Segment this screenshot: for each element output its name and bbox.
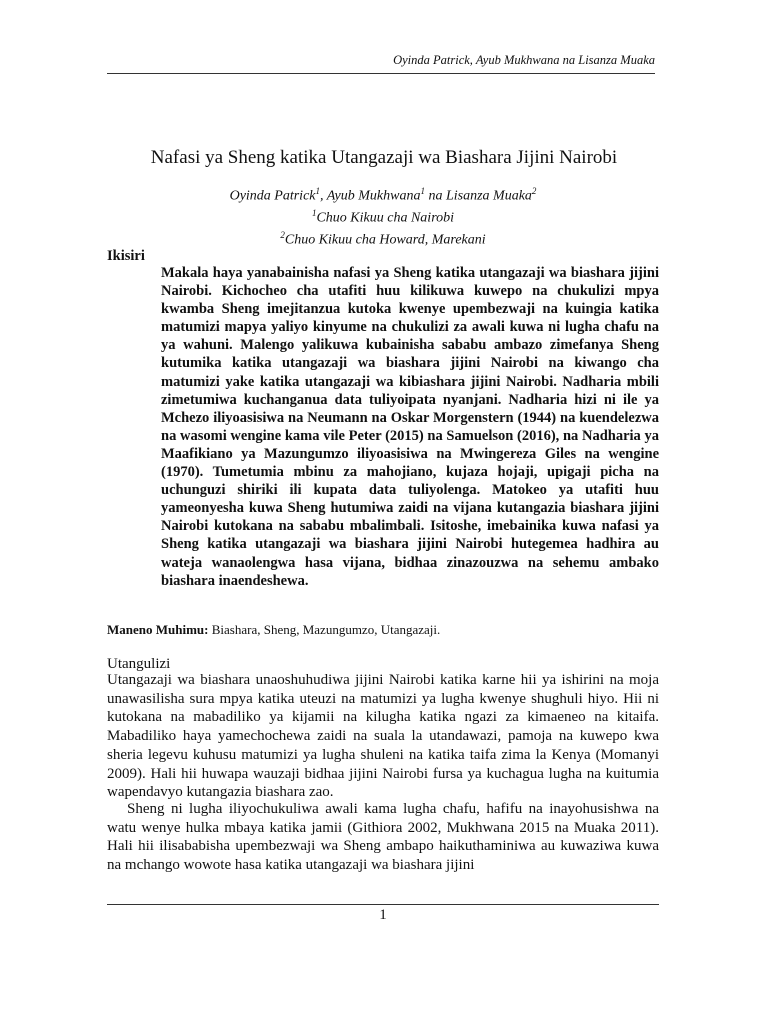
- abstract-heading: Ikisiri: [107, 248, 145, 264]
- affiliation-mark: 2: [280, 230, 285, 241]
- author-affiliation-mark: 1: [420, 186, 425, 196]
- author-affiliation-mark: 2: [531, 186, 537, 196]
- section-heading: Utangulizi: [107, 656, 171, 672]
- keywords: [107, 621, 659, 639]
- author-name: Lisanza Muaka: [445, 188, 532, 204]
- body-paragraph: Utangazaji wa biashara unaoshuhudiwa jijini Nairobi katika karne hii ya ishirini na moja unawasilisha sura mpya katika uteuzi na matumizi ya lugha kwenye shughuli hiyo. Hii ni kutokana na mabadiliko ya kijamii na kilugha katika ngazi za kimaeneo na kitaifa. Mabadiliko haya yamechochewa zaidi na suala la utandawazi, pamoja na kuwepo kwa sheria legevu kuhusu matumizi ya lugha shuleni na katika taifa zima la Kenya (Momanyi 2009). Hali hii huwapa wauzaji bidhaa jijini Nairobi fursa ya kuchagua lugha na kuitumia wapendavyo kutangazia biashara zao.: [107, 672, 659, 801]
- body-paragraph: Sheng ni lugha iliyochukuliwa awali kama lugha chafu, hafifu na inayohusishwa na watu wenye hulka mbaya katika jamii (Githiora 2002, Mukhwana 2015 na Muaka 2011). Hali hii ilisababisha upembezwaji wa Sheng ambapo haikuthaminiwa au kuwaziwa kuwa na mchango wowote hasa katika utangazaji wa biashara jijini: [107, 801, 659, 874]
- page-number: 1: [379, 907, 387, 923]
- running-header-authors: Oyinda Patrick, Ayub Mukhwana na Lisanza Muaka: [393, 53, 655, 67]
- affiliation: [107, 227, 659, 249]
- author-affiliation-mark: 1: [315, 186, 320, 196]
- footer-rule: [107, 904, 659, 905]
- author-name: Ayub Mukhwana: [326, 188, 421, 204]
- running-header: [107, 50, 655, 74]
- keywords-label: Maneno Muhimu:: [107, 622, 209, 637]
- keywords-list: Biashara, Sheng, Mazungumzo, Utangazaji.: [208, 622, 441, 637]
- affiliation-name: Chuo Kikuu cha Nairobi: [316, 210, 455, 226]
- paper-title: Nafasi ya Sheng katika Utangazaji wa Biashara Jijini Nairobi: [150, 147, 618, 168]
- affiliation-mark: 1: [311, 208, 317, 219]
- affiliation: [107, 205, 659, 227]
- affiliation-name: Chuo Kikuu cha Howard, Marekani: [284, 232, 486, 248]
- author-list: Oyinda Patrick$^1$, Ayub Mukhwana$^1$ na Lisanza Muaka$^2$: [229, 186, 537, 204]
- author-block: [107, 183, 659, 249]
- author-name: Oyinda Patrick: [229, 188, 316, 204]
- abstract-text: Makala haya yanabainisha nafasi ya Sheng katika utangazaji wa biashara jijini Nairobi. Kichocheo cha utafiti huu kilikuwa kuwepo na chukulizi mpya kwamba Sheng imejitanzua kutoka kwenye upembezwaji na kuingia katika matumizi mapya yaliyo kinyume na chukulizi za awali kuwa ni lugha chafu na ya wahuni. Malengo yalikuwa kubainisha sababu ambazo zimefanya Sheng kutumika katika utangazaji wa biashara jijini Nairobi na kiwango cha matumizi yake katika utangazaji wa kibiashara jijini Nairobi. Nadharia mbili zimetumiwa kuchanganua data tuliyoipata nyanjani. Nadharia hizi ni ile ya Mchezo iliyoasisiwa na Neumann na Oskar Morgenstern (1944) na kuendelezwa na wasomi wengine kama vile Peter (2015) na Samuelson (2016), na Nadharia ya Maafikiano ya Mazungumzo iliyoasisiwa na Mwingereza Giles na wengine (1970). Tumetumia mbinu za mahojiano, kujaza hojaji, upigaji picha na uchunguzi shiriki ili kupata data tuliyolenga. Matokeo ya utafiti huu yameonyesha kuwa Sheng hutumiwa zaidi na vijana kutangazia biashara jijini Nairobi kutokana na sababu mbalimbali. Isitoshe, imebainika kuwa nafasi ya Sheng katika utangazaji wa biashara jijini Nairobi hutegemea hadhira au wateja wanaolengwa hasa vijana, bidhaa zinazouzwa na sehemu ambako biashara inaendeshewa.: [161, 265, 659, 589]
